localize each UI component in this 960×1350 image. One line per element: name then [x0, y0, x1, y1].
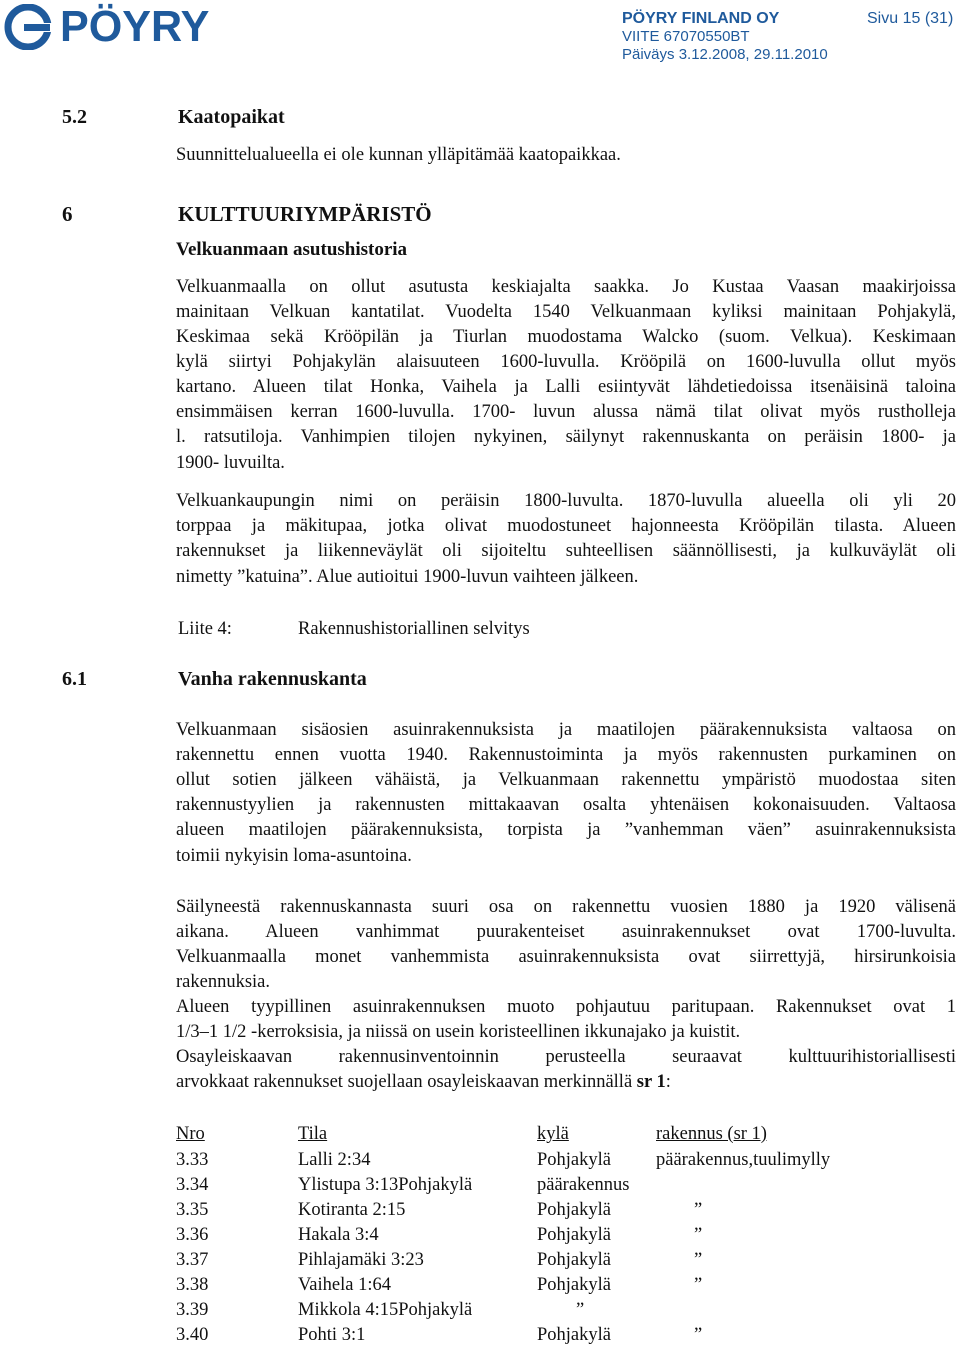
poyry-logo-mark-icon — [4, 4, 56, 50]
table-cell-rakennus: ” — [694, 1225, 703, 1245]
paragraph-line: rakennettu ennen vuotta 1940. Rakennustoiminta ja myös rakennusten purkaminen on — [176, 745, 956, 765]
company-name: PÖYRY FINLAND OY — [622, 10, 780, 27]
table-cell-nro: 3.39 — [176, 1300, 209, 1320]
table-cell-nro: 3.36 — [176, 1225, 209, 1245]
table-header-rakennus: rakennus (sr 1) — [656, 1124, 767, 1144]
paragraph-line: Keskimaa sekä Krööpilän ja Tiurlan muodostama Walcko (suom. Velkua). Keskimaan — [176, 327, 956, 347]
paragraph-line: Velkuanmaan sisäosien asuinrakennuksista ja maatilojen päärakennuksista valtaosa on — [176, 720, 956, 740]
paragraph-text: arvokkaat rakennukset suojellaan osayleiskaavan merkinnällä — [176, 1072, 637, 1092]
paragraph-line — [176, 1070, 956, 1094]
paragraph-line: Velkuanmaalla on ollut asutusta keskiajalta saakka. Jo Kustaa Vaasan maakirjoissa — [176, 277, 956, 297]
paragraph-line: l. ratsutiloja. Vanhimpien tilojen nykyinen, säilynyt rakennuskanta on peräisin 1800- ja — [176, 427, 956, 447]
document-reference: VIITE 67070550BT — [622, 28, 750, 45]
table-cell-tila: Pihlajamäki 3:23 — [298, 1250, 424, 1270]
paragraph-line: toimii nykyisin loma-asuntoina. — [176, 846, 412, 866]
table-cell-nro: 3.35 — [176, 1200, 209, 1220]
table-cell-kyla: Pohjakylä — [537, 1250, 611, 1270]
paragraph-line: 1900- luvuilta. — [176, 453, 285, 473]
paragraph-line: nimetty ”katuina”. Alue autioitui 1900-luvun vaihteen jälkeen. — [176, 567, 639, 587]
table-cell-nro: 3.37 — [176, 1250, 209, 1270]
table-cell-tila: Hakala 3:4 — [298, 1225, 379, 1245]
table-cell-tila: Kotiranta 2:15 — [298, 1200, 406, 1220]
attachment-title: Rakennushistoriallinen selvitys — [298, 619, 530, 639]
section-number-5-2: 5.2 — [62, 106, 87, 128]
document-date: Päiväys 3.12.2008, 29.11.2010 — [622, 46, 828, 63]
section-title-vanha-rakennuskanta: Vanha rakennuskanta — [178, 668, 367, 690]
paragraph-line: ensimmäisen kerran 1600-luvulla. 1700- luvun alussa nämä tilat olivat myös rustholleja — [176, 402, 956, 422]
table-cell-tila: Mikkola 4:15Pohjakylä — [298, 1300, 473, 1320]
table-cell-kyla: Pohjakylä — [537, 1150, 611, 1170]
poyry-logo — [4, 4, 249, 50]
section-5-2-text: Suunnittelualueella ei ole kunnan ylläpitämää kaatopaikkaa. — [176, 145, 621, 165]
table-header-kyla: kylä — [537, 1124, 569, 1144]
table-cell-rakennus: ” — [694, 1325, 703, 1345]
paragraph-line: alueen maatilojen päärakennuksista, torpista ja ”vanhemman väen” asuinrakennuksista — [176, 820, 956, 840]
table-header-tila: Tila — [298, 1124, 328, 1144]
paragraph-line: ollut sotien jälkeen vähäistä, ja Velkuanmaan rakennettu ympäristö muodostaa siten — [176, 770, 956, 790]
table-cell-tila: Pohti 3:1 — [298, 1325, 366, 1345]
paragraph-line: Alueen tyypillinen asuinrakennuksen muoto pohjautuu paritupaan. Rakennukset ovat 1 — [176, 997, 956, 1017]
paragraph-line: Säilyneestä rakennuskannasta suuri osa on rakennettu vuosien 1880 ja 1920 välisenä — [176, 897, 956, 917]
protection-marking: sr 1 — [636, 1072, 666, 1092]
table-cell-rakennus: päärakennus,tuulimylly — [656, 1150, 831, 1170]
table-cell-kyla: Pohjakylä — [537, 1225, 611, 1245]
paragraph-line: rakennuksia. — [176, 972, 271, 992]
section-number-6-1: 6.1 — [62, 668, 87, 690]
paragraph-line: mainitaan Velkuan kantatilat. Vuodelta 1540 Velkuanmaan kyliksi mainitaan Pohjakylä, — [176, 302, 956, 322]
table-cell-kyla: ” — [576, 1300, 585, 1320]
paragraph-line: Velkuanmaalla monet vanhemmista asuinrakennuksista ovat siirrettyjä, hirsirunkoisia — [176, 947, 956, 967]
table-cell-kyla: Pohjakylä — [537, 1200, 611, 1220]
table-cell-tila: Ylistupa 3:13Pohjakylä — [298, 1175, 473, 1195]
table-header-nro: Nro — [176, 1124, 205, 1144]
paragraph-line: rakennustyylien ja rakennusten mittakaavan osalta yhtenäisen kokonaisuuden. Valtaosa — [176, 795, 956, 815]
paragraph-line: rakennukset ja liikenneväylät oli sijoiteltu suhteellisen säännöllisesti, ja kulkuväylät oli — [176, 541, 956, 561]
paragraph-line: Velkuankaupungin nimi on peräisin 1800-luvulta. 1870-luvulla alueella oli yli 20 — [176, 491, 956, 511]
paragraph-line: aikana. Alueen vanhimmat puurakenteiset asuinrakennukset ovat 1700-luvulta. — [176, 922, 956, 942]
table-cell-nro: 3.40 — [176, 1325, 209, 1345]
subheading-asutushistoria: Velkuanmaan asutushistoria — [176, 239, 408, 260]
section-title-kaatopaikat: Kaatopaikat — [178, 106, 285, 128]
paragraph-line: 1/3–1 1/2 -kerroksisia, ja niissä on usein koristeellinen ikkunajako ja kuistit. — [176, 1022, 741, 1042]
logo-wordmark: PÖYRY — [60, 2, 210, 51]
table-cell-nro: 3.34 — [176, 1175, 209, 1195]
table-cell-kyla: Pohjakylä — [537, 1275, 611, 1295]
section-number-6: 6 — [62, 202, 73, 226]
section-title-kulttuuriymparisto: KULTTUURIYMPÄRISTÖ — [178, 202, 432, 226]
paragraph-line: kylä siirtyi Pohjakylän alaisuuteen 1600-luvulla. Krööpilä on 1600-luvulla ollut myös — [176, 352, 956, 372]
paragraph-line: Osayleiskaavan rakennusinventoinnin perusteella seuraavat kulttuurihistoriallisesti — [176, 1047, 956, 1067]
table-cell-rakennus: ” — [694, 1250, 703, 1270]
attachment-label: Liite 4: — [178, 619, 232, 639]
page-number: Sivu 15 (31) — [867, 10, 954, 27]
table-cell-nro: 3.38 — [176, 1275, 209, 1295]
paragraph-line: kartano. Alueen tilat Honka, Vaihela ja Lalli esiintyvät lähdetiedoissa itsenäisinä taloina — [176, 377, 956, 397]
table-cell-tila: Vaihela 1:64 — [298, 1275, 391, 1295]
table-cell-tila: Lalli 2:34 — [298, 1150, 371, 1170]
table-cell-rakennus: ” — [694, 1200, 703, 1220]
paragraph-text: : — [665, 1072, 671, 1092]
table-cell-nro: 3.33 — [176, 1150, 209, 1170]
table-cell-rakennus: ” — [694, 1275, 703, 1295]
paragraph-line: torppaa ja mäkitupaa, jotka olivat muodostuneet hajonneesta Krööpilän tilasta. Alueen — [176, 516, 956, 536]
table-cell-kyla: Pohjakylä — [537, 1325, 611, 1345]
table-cell-kyla: päärakennus — [537, 1175, 630, 1195]
